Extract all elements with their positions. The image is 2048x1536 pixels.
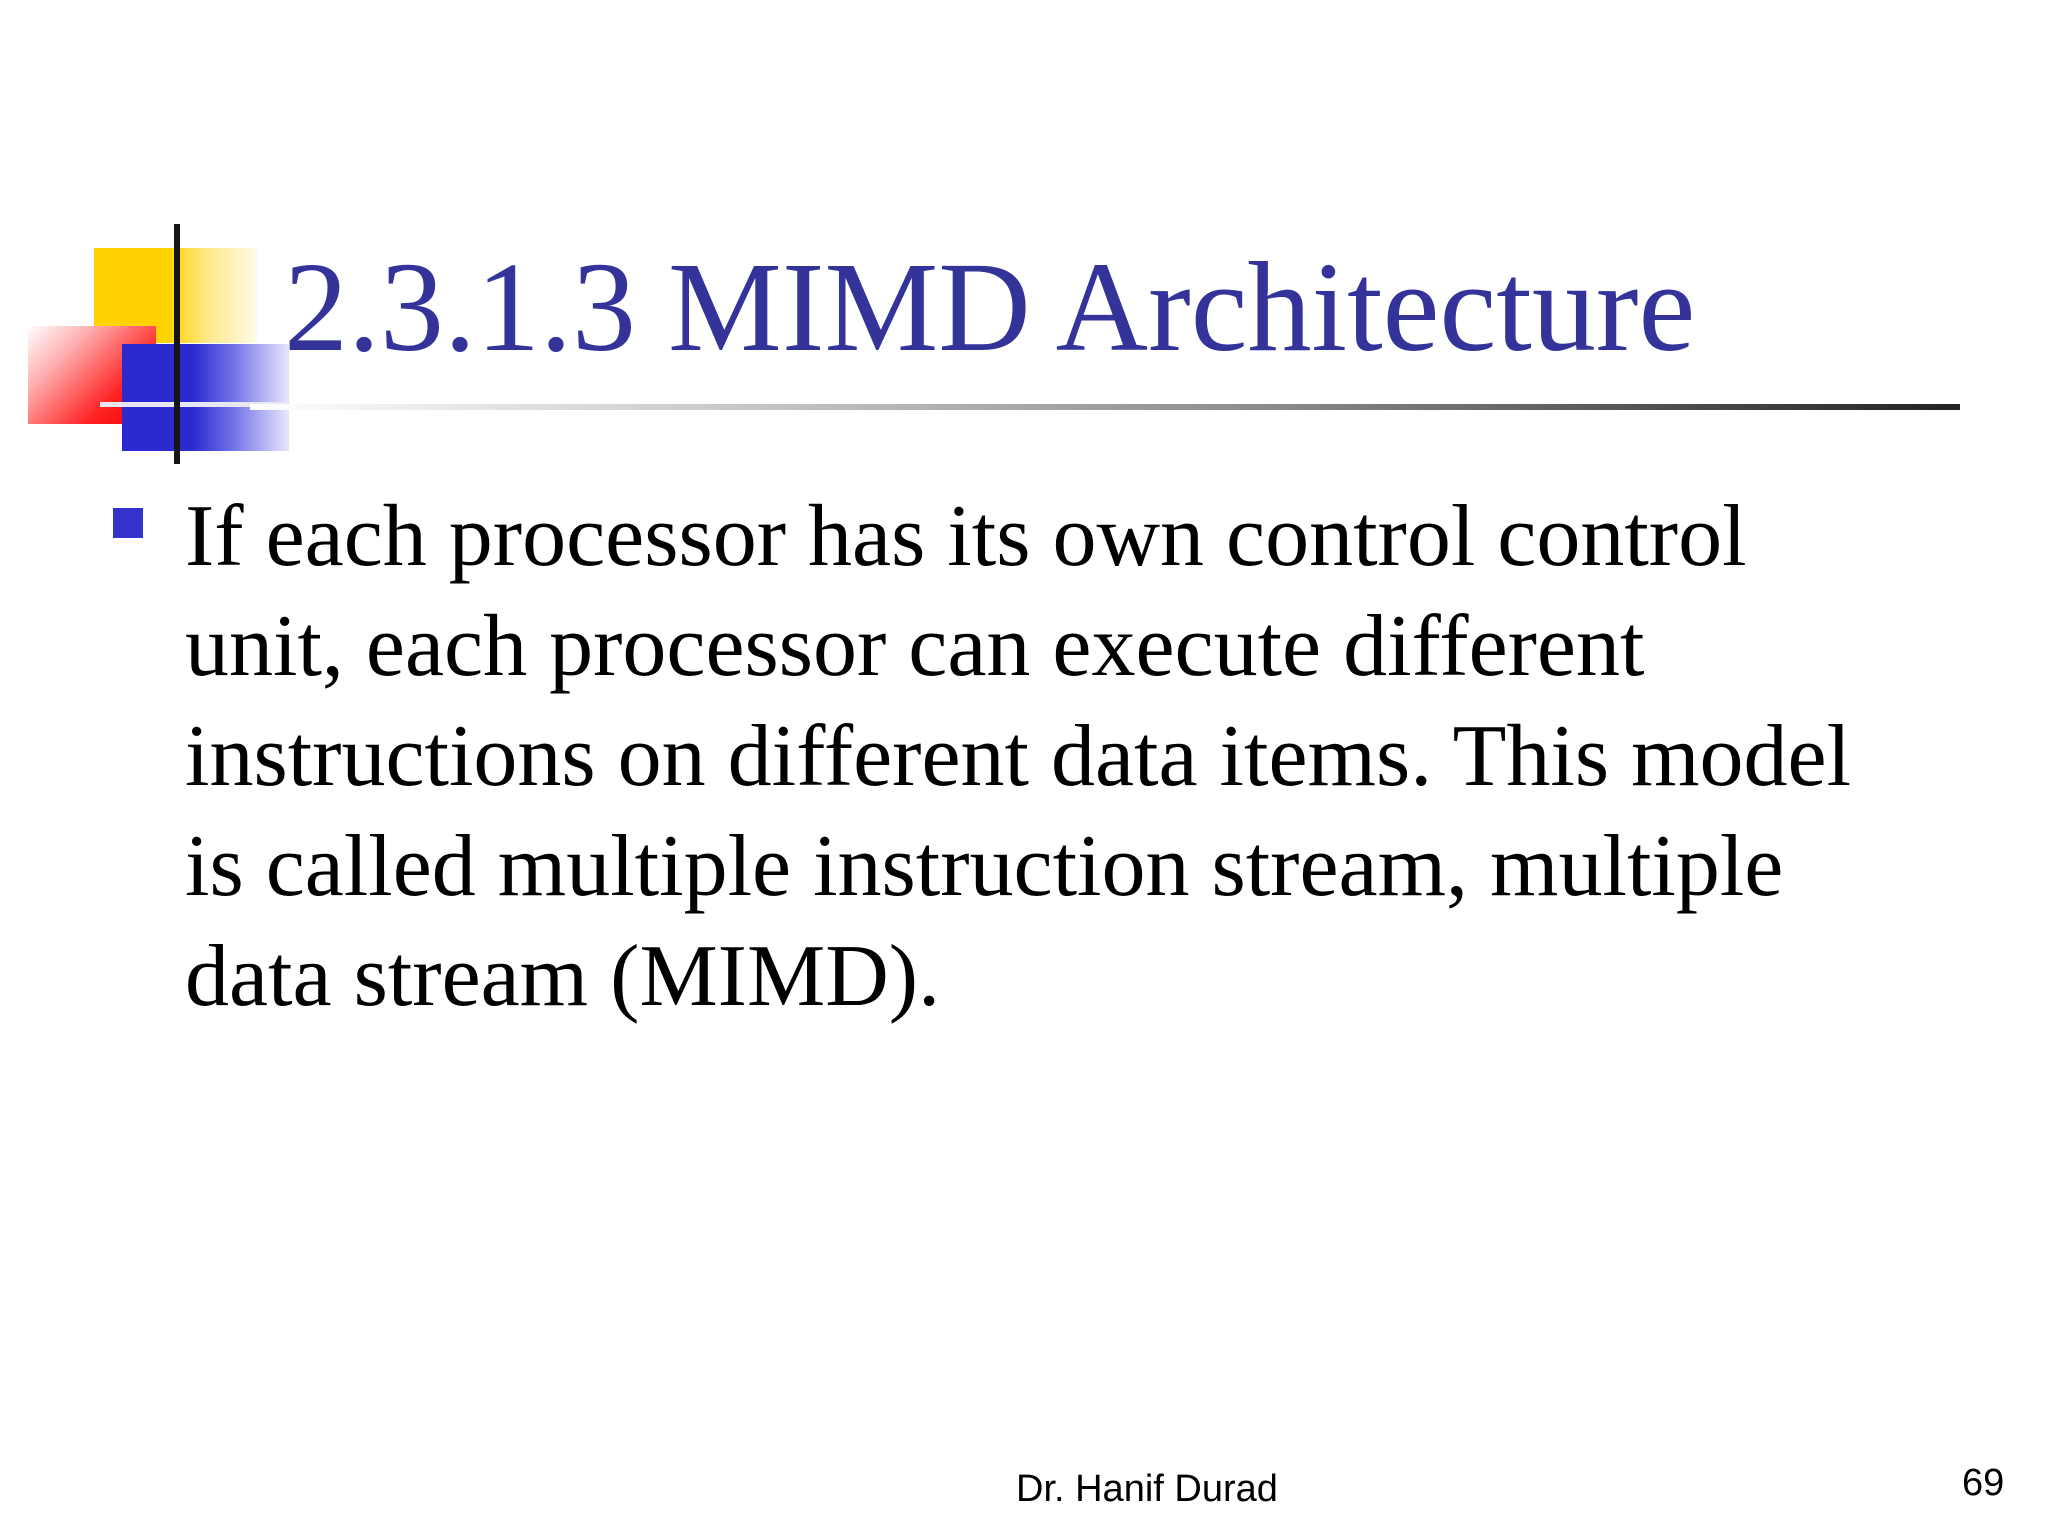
slide-title: 2.3.1.3 MIMD Architecture (284, 236, 1696, 378)
bullet-text-line: data stream (MIMD). (185, 928, 941, 1025)
bullet-text-line: unit, each processor can execute different (185, 598, 1645, 695)
decor-blue-square (122, 344, 289, 451)
page-number: 69 (1962, 1462, 2005, 1504)
bullet-text-line: is called multiple instruction stream, multiple (185, 818, 1784, 915)
decor-vertical-line (174, 224, 180, 464)
bullet-text (185, 482, 1975, 1032)
bullet-text-line: If each processor has its own control control (185, 488, 1747, 585)
square-bullet-icon (113, 508, 143, 538)
title-underline-divider (250, 404, 1960, 410)
bullet-text-line: instructions on different data items. This model (185, 708, 1852, 805)
footer-author: Dr. Hanif Durad (1016, 1468, 1278, 1510)
